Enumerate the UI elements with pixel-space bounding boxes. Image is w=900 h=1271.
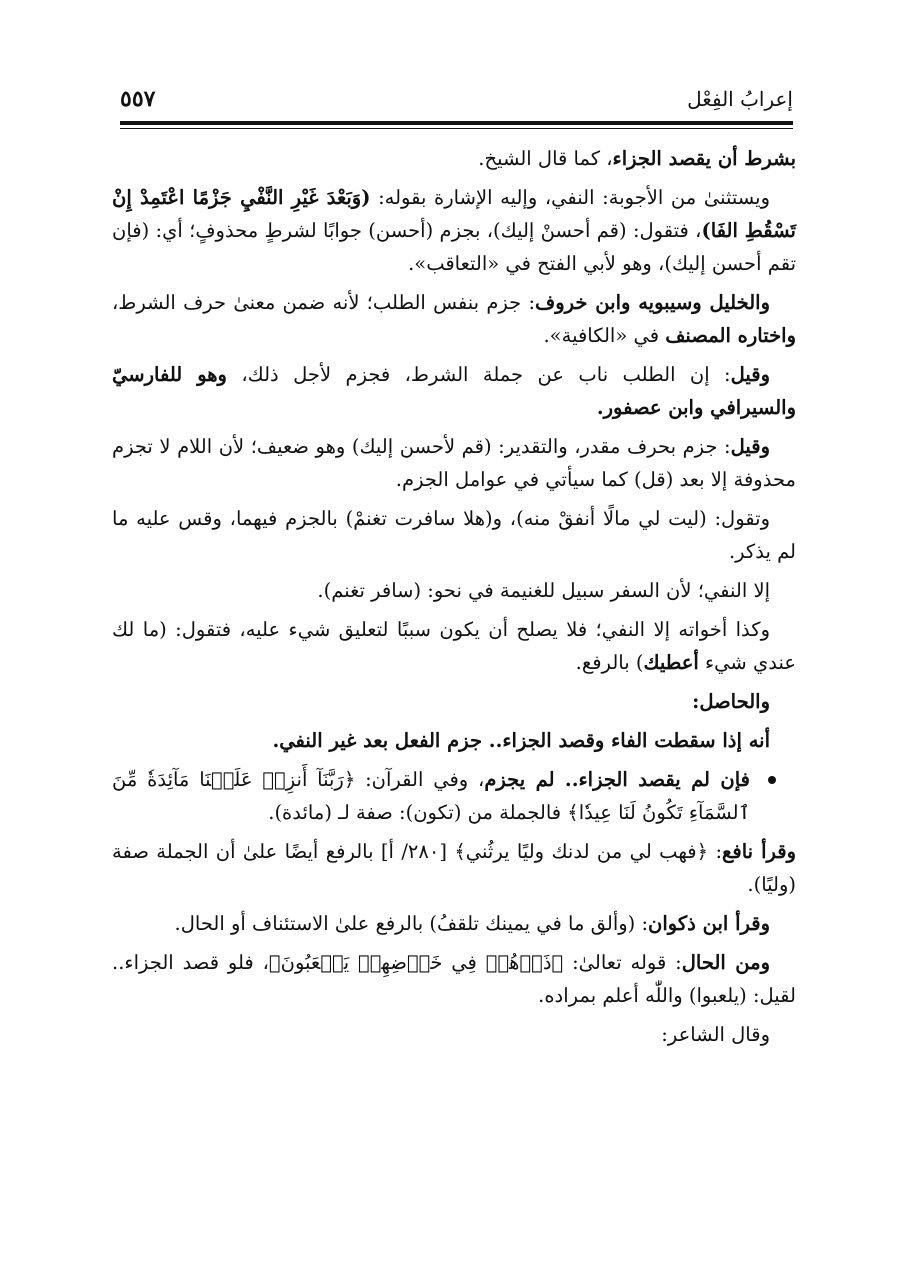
paragraph-14 (112, 946, 796, 1012)
paragraph-1 (112, 142, 796, 175)
paragraph-13 (112, 907, 796, 940)
paragraph-text: في «الكافية». (543, 324, 666, 347)
paragraph-9 (112, 685, 796, 718)
paragraph-text: : (وألق ما في يمينك تلقفُ) بالرفع علىٰ الاستئناف أو الحال. (174, 912, 649, 935)
page-number: ٥٥٧ (120, 86, 156, 112)
paragraph-7 (112, 574, 796, 607)
page-body (112, 142, 796, 1057)
chapter-title: إعرابُ الفِعْل (687, 87, 793, 111)
paragraph-10 (112, 724, 796, 757)
paragraph-12 (112, 835, 796, 901)
bullet-icon (768, 776, 776, 784)
paragraph-text: ، فتقول: (قم أحسنْ إليك)، بجزم (أحسن) جوابًا لشرطٍ محذوفٍ؛ أي: (فإن تقم أحسن إليك)، وهو لأبي الفتح في «التعاقب». (112, 219, 796, 275)
paragraph-2 (112, 181, 796, 280)
bold-phrase: وقرأ نافع (722, 840, 796, 863)
header-rule-thick (120, 121, 793, 125)
paragraph-text: : ﴿فهب لي من لدنك وليًا يرثُني﴾ [٢٨٠/ أ] بالرفع أيضًا علىٰ أن الجملة صفة (وليًا). (112, 840, 796, 896)
paragraph-text: : جزم بحرف مقدر، والتقدير: (قم لأحسن إليك) وهو ضعيف؛ لأن اللام لا تجزم محذوفة إلا بعد (قل) كما سيأتي في عوامل الجزم. (112, 435, 796, 491)
verse-quote: (وَبَعْدَ غَيْرِ النَّفْيِ جَزْمًا اعْتَمِدْ إِنْ تَسْقُطِ الفَا) (112, 186, 796, 242)
paragraph-5 (112, 430, 796, 496)
bold-phrase: واختاره المصنف (665, 324, 796, 347)
paragraph-text: إلا النفي؛ لأن السفر سبيل للغنيمة في نحو: (سافر تغنم). (317, 579, 770, 602)
bold-phrase: وقيل (730, 363, 770, 386)
paragraph-text: ويستثنىٰ من الأجوبة: النفي، وإليه الإشارة بقوله: (370, 186, 770, 209)
bold-phrase: وقيل (730, 435, 770, 458)
paragraph-4 (112, 358, 796, 424)
paragraph-text: : قوله تعالىٰ: ﴿ذَرۡهُمۡ فِي خَوۡضِهِمۡ يَلۡعَبُونَ﴾، فلو قصد الجزاء.. لقيل: (يلعبوا) واللّٰه أعلم بمراده. (112, 951, 796, 1007)
bold-phrase: والحاصل: (692, 690, 770, 713)
bold-phrase: وهو للفارسيّ والسيرافي وابن عصفور. (112, 363, 796, 419)
header-rule-thin (120, 128, 793, 129)
bold-phrase: فإن لم يقصد الجزاء.. لم يجزم (484, 768, 750, 791)
paragraph-6 (112, 502, 796, 568)
bold-phrase: أعطيك (643, 651, 699, 674)
paragraph-text: وكذا أخواته إلا النفي؛ فلا يصلح أن يكون سببًا لتعليق شيء عليه، فتقول: (ما لك عندي شيء (112, 618, 796, 674)
paragraph-3 (112, 286, 796, 352)
paragraph-15 (112, 1018, 796, 1051)
paragraph-text: ) بالرفع. (575, 651, 644, 674)
bold-phrase: والخليل وسيبويه وابن خروف (535, 291, 770, 314)
paragraph-8 (112, 613, 796, 679)
paragraph-text: : إن الطلب ناب عن جملة الشرط، فجزم لأجل ذلك، (226, 363, 731, 386)
paragraph-text: ، كما قال الشيخ. (478, 147, 613, 170)
paragraph-text: وتقول: (ليت لي مالًا أنفقْ منه)، و(هلا سافرت تغنمْ) بالجزم فيهما، وقس عليه ما لم يذكر. (112, 507, 796, 563)
paragraph-text: : جزم بنفس الطلب؛ لأنه ضمن معنىٰ حرف الشرط، (112, 291, 536, 314)
bold-phrase: ومن الحال (681, 951, 770, 974)
bold-phrase: وقرأ ابن ذكوان (648, 912, 770, 935)
paragraph-text: ، وفي القرآن: ﴿رَبَّنَآ أَنزِلۡ عَلَيۡنَا مَآئِدَةٗ مِّنَ ٱلسَّمَآءِ تَكُونُ لَنَا عِيدٗا﴾ فالجملة من (تكون): صفة لـ (مائدة). (112, 768, 750, 824)
paragraph-text: وقال الشاعر: (661, 1023, 770, 1046)
bullet-text (112, 763, 750, 829)
bold-phrase: أنه إذا سقطت الفاء وقصد الجزاء.. جزم الفعل بعد غير النفي. (272, 729, 770, 752)
bullet-item (112, 763, 796, 829)
running-header (120, 84, 793, 118)
bold-phrase: بشرط أن يقصد الجزاء (612, 147, 796, 170)
